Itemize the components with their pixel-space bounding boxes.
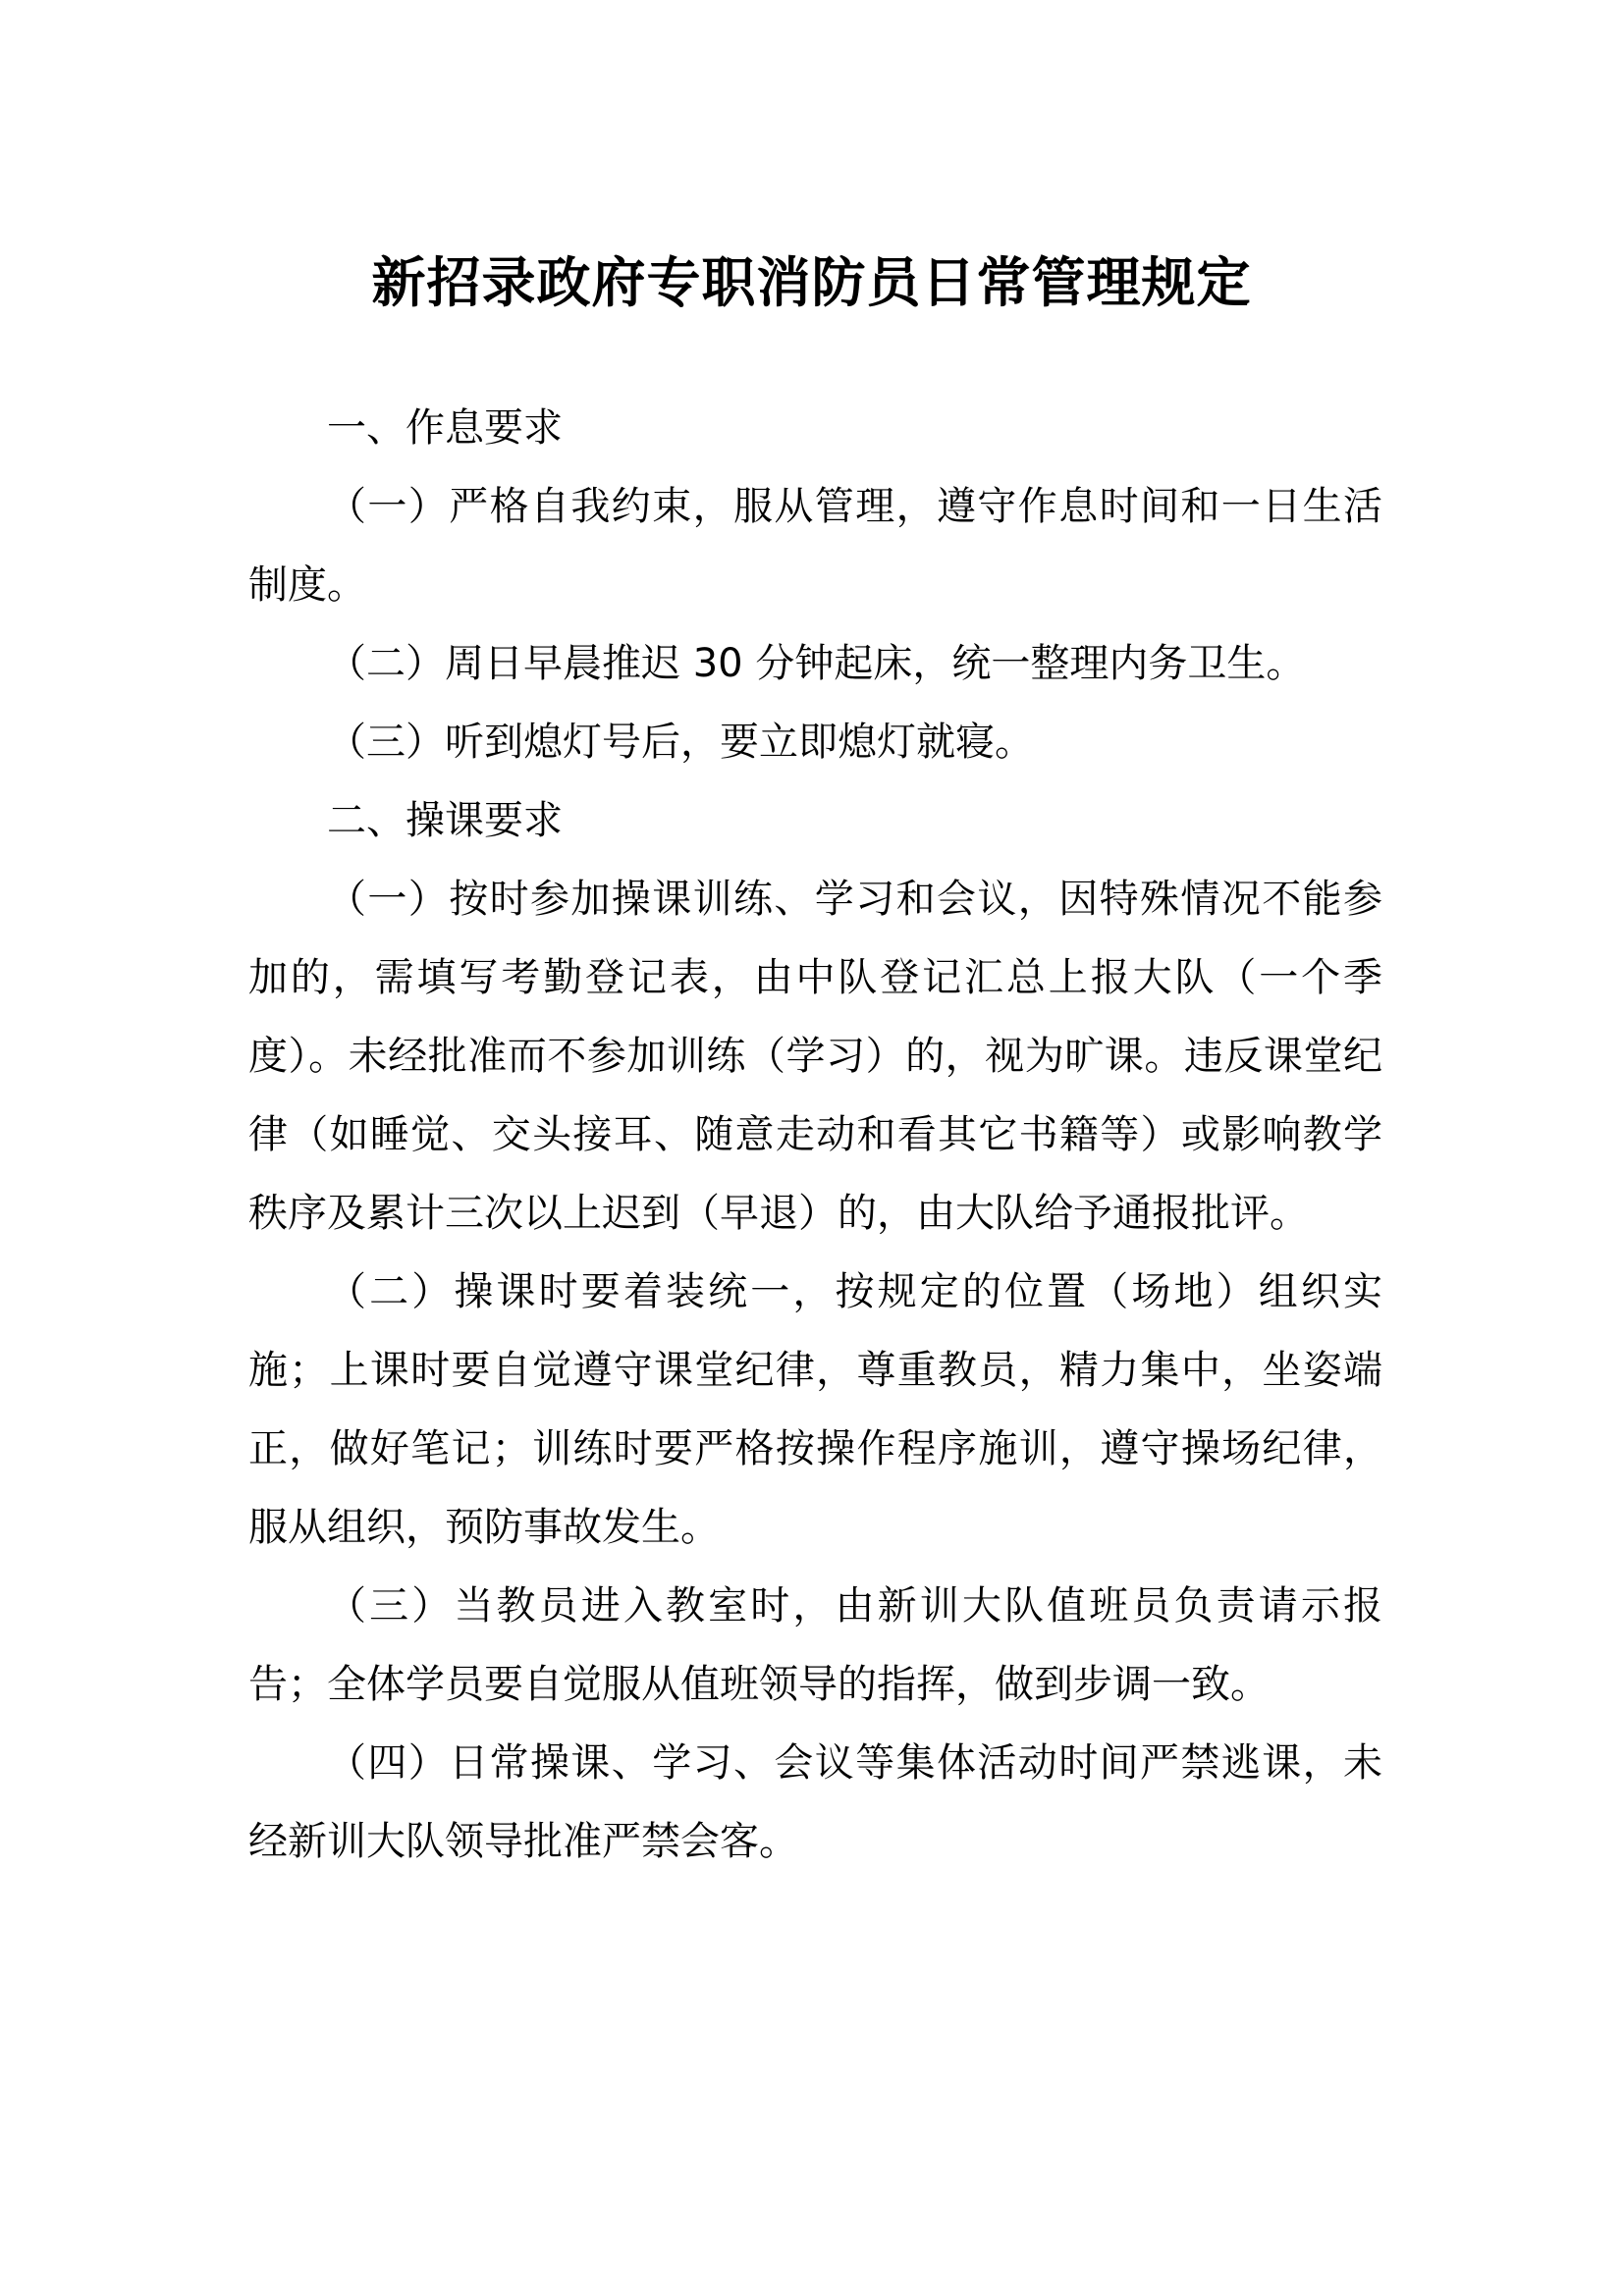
section-1-item-1: （一）严格自我约束，服从管理，遵守作息时间和一日生活制度。	[248, 484, 1382, 608]
section-2-item-2: （二）操课时要着装统一，按规定的位置（场地）组织实施；上课时要自觉遵守课堂纪律，尊重教员，精力集中，坐姿端正，做好笔记；训练时要严格按操作程序施训，遵守操场纪律，服从组织，预防事故发生。	[248, 1269, 1382, 1550]
section-2-item-4: （四）日常操课、学习、会议等集体活动时间严禁逃课，未经新训大队领导批准严禁会客。	[248, 1740, 1382, 1864]
document-body	[248, 389, 1382, 1881]
section-heading-1: 一、作息要求	[327, 405, 563, 451]
section-1-item-2: （二）周日早晨推迟 30 分钟起床，统一整理内务卫生。	[327, 641, 1306, 686]
section-1-item-3: （三）听到熄灯号后，要立即熄灯就寝。	[327, 720, 1034, 765]
page-title: 新招录政府专职消防员日常管理规定	[371, 252, 1252, 313]
section-heading-2: 二、操课要求	[327, 798, 563, 843]
section-2-item-1: （一）按时参加操课训练、学习和会议，因特殊情况不能参加的，需填写考勤登记表，由中队登记汇总上报大队（一个季度）。未经批准而不参加训练（学习）的，视为旷课。违反课堂纪律（如睡觉、交头接耳、随意走动和看其它书籍等）或影响教学秩序及累计三次以上迟到（早退）的，由大队给予通报批评。	[248, 877, 1382, 1236]
section-2-item-3: （三）当教员进入教室时，由新训大队值班员负责请示报告；全体学员要自觉服从值班领导的指挥，做到步调一致。	[248, 1583, 1382, 1707]
